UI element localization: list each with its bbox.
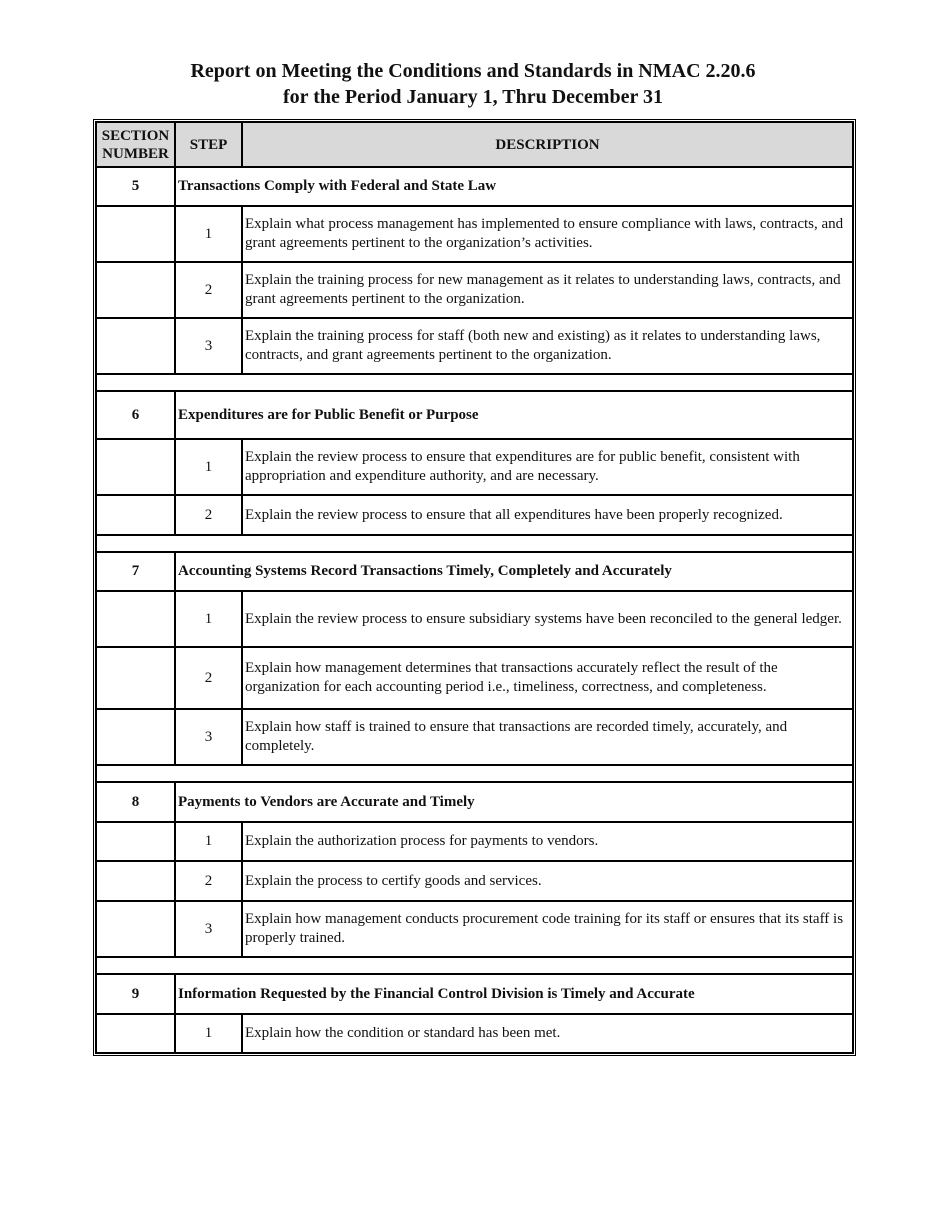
section-number: 9 [97,975,176,1013]
step-number: 2 [176,496,243,534]
section-title: Payments to Vendors are Accurate and Timely [178,793,475,810]
title-line-2: for the Period January 1, Thru December 31 [283,86,663,108]
step-description: Explain how management determines that transactions accurately reflect the result of the organization for each accounting period i.e., timeliness, correctness, and completeness. [245,660,778,695]
section-row [95,973,854,1015]
step-row [95,860,854,902]
section-row [95,781,854,823]
step-description: Explain the review process to ensure subsidiary systems have been reconciled to the general ledger. [245,610,842,627]
step-number: 3 [176,902,243,956]
step-number: 2 [176,648,243,708]
step-description: Explain how management conducts procurement code training for its staff or ensures that its staff is properly trained. [245,911,844,946]
step-number: 3 [176,710,243,764]
section-number: 5 [97,168,176,205]
step-row [95,205,854,263]
title-line-1: Report on Meeting the Conditions and Standards in NMAC 2.20.6 [190,60,756,82]
step-row [95,821,854,862]
section-title: Information Requested by the Financial Control Division is Timely and Accurate [178,985,695,1002]
step-number: 3 [176,319,243,373]
step-number: 1 [176,1015,243,1052]
section-number: 7 [97,553,176,590]
section-title: Expenditures are for Public Benefit or Purpose [178,406,479,423]
table-header-row [95,121,854,168]
step-number: 1 [176,592,243,646]
step-row [95,708,854,766]
header-step: STEP [176,123,243,166]
step-description: Explain the authorization process for payments to vendors. [245,833,599,849]
step-row [95,900,854,958]
step-description: Explain what process management has implemented to ensure compliance with laws, contracts, and grant agreements pertinent to the organization’s activities. [245,216,844,251]
page-title [0,58,946,110]
step-number: 1 [176,440,243,494]
step-description: Explain the review process to ensure that all expenditures have been properly recognized. [245,506,783,523]
step-number: 2 [176,263,243,317]
section-row [95,166,854,207]
step-description: Explain how staff is trained to ensure that transactions are recorded timely, accurately, and completely. [245,719,788,754]
step-row [95,494,854,536]
step-row [95,261,854,319]
step-description: Explain the training process for staff (both new and existing) as it relates to understanding laws, contracts, and grant agreements pertinent to the organization. [245,328,821,363]
header-description: DESCRIPTION [495,136,600,153]
section-number: 8 [97,783,176,821]
step-row [95,1013,854,1054]
step-number: 2 [176,862,243,900]
step-description: Explain the review process to ensure that expenditures are for public benefit, consistent with appropriation and expenditure authority, and are necessary. [245,449,800,484]
header-section-number: SECTION NUMBER [97,123,176,166]
step-row [95,646,854,710]
section-number: 6 [97,392,176,438]
section-title: Accounting Systems Record Transactions Timely, Completely and Accurately [178,563,672,579]
step-row [95,590,854,648]
section-title: Transactions Comply with Federal and State Law [178,178,497,194]
step-row [95,438,854,496]
section-row [95,551,854,592]
step-row [95,317,854,375]
step-number: 1 [176,823,243,860]
step-description: Explain the process to certify goods and services. [245,872,542,889]
section-row [95,390,854,440]
step-number: 1 [176,207,243,261]
step-description: Explain how the condition or standard has been met. [245,1025,561,1041]
step-description: Explain the training process for new management as it relates to understanding laws, contracts, and grant agreements pertinent to the organization. [245,272,841,307]
